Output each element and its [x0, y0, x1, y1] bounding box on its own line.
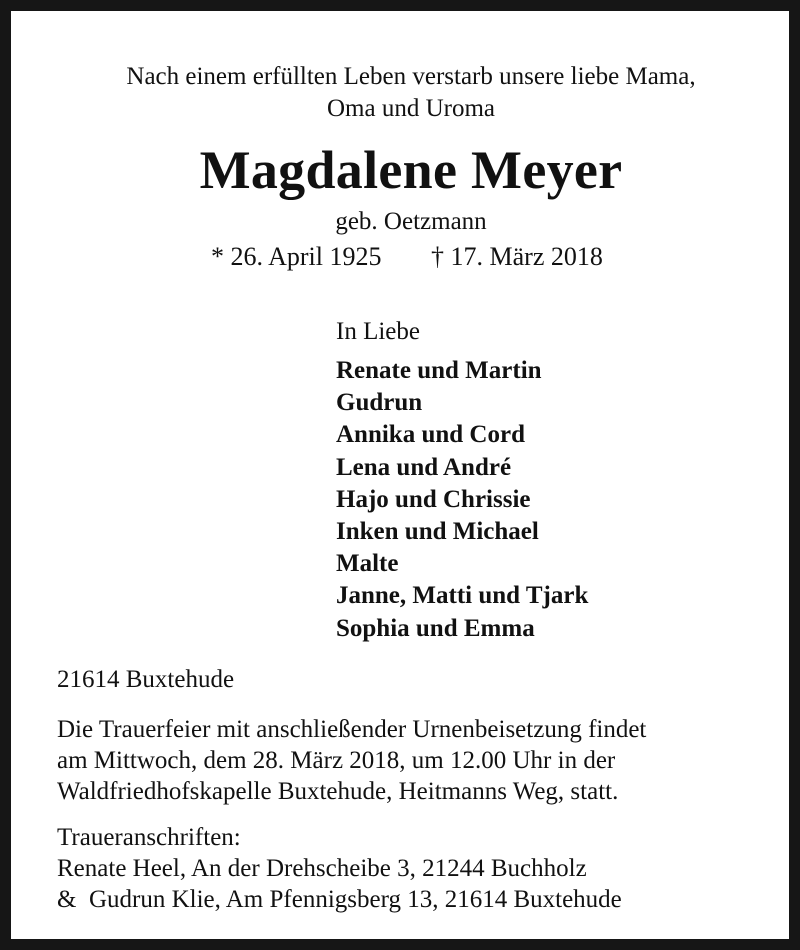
family-member: Sophia und Emma [336, 614, 535, 642]
condolence-addresses [57, 822, 622, 915]
service-line: Die Trauerfeier mit anschließender Urnenbeisetzung findet [57, 716, 647, 743]
service-line: am Mittwoch, dem 28. März 2018, um 12.00 Uhr in der [57, 747, 616, 774]
family-member: Inken und Michael [336, 518, 539, 546]
addresses-heading: Traueranschriften: [57, 824, 241, 851]
birth-name: geb. Oetzmann [335, 208, 487, 235]
family-list [336, 355, 588, 645]
intro-text [11, 61, 800, 125]
deceased-name: Magdalene Meyer [199, 140, 623, 200]
family-member: Janne, Matti und Tjark [336, 582, 589, 610]
intro-line-2: Oma und Uroma [326, 95, 496, 122]
birth-date: * 26. April 1925 [211, 242, 382, 271]
address-line: & Gudrun Klie, Am Pfennigsberg 13, 21614 Buxtehude [57, 886, 622, 913]
family-member: Annika und Cord [336, 421, 525, 449]
family-member: Hajo und Chrissie [336, 485, 531, 513]
intro-line-1: Nach einem erfüllten Leben verstarb unsere liebe Mama, [126, 63, 696, 90]
family-member: Malte [336, 550, 399, 578]
family-member: Gudrun [336, 389, 423, 417]
family-member: Renate und Martin [336, 357, 542, 384]
address-line: Renate Heel, An der Drehscheibe 3, 21244 Buchholz [57, 855, 587, 882]
service-line: Waldfriedhofskapelle Buxtehude, Heitmanns Weg, statt. [57, 778, 619, 805]
death-date: † 17. März 2018 [431, 242, 603, 271]
in-love-label: In Liebe [336, 318, 420, 345]
family-member: Lena und André [336, 453, 512, 481]
city-line: 21614 Buxtehude [57, 666, 235, 693]
funeral-service-info [57, 714, 646, 807]
